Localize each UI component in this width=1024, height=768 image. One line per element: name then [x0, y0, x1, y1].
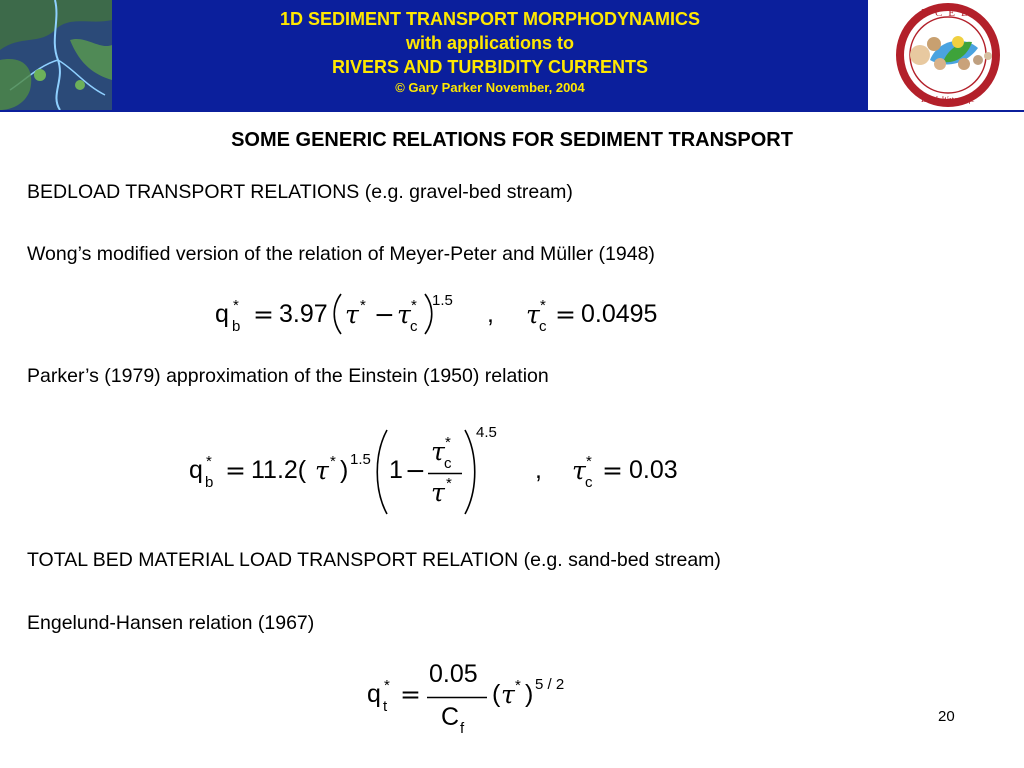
parker-outer-exponent: 1.5: [350, 451, 371, 468]
engelund-label: Engelund-Hansen relation (1967): [27, 612, 315, 634]
slide-heading: SOME GENERIC RELATIONS FOR SEDIMENT TRANSPORT: [231, 129, 793, 151]
parker-crit-tau: τ: [572, 456, 586, 485]
wong-tau-c-sub: c: [410, 318, 418, 335]
wong-crit-tau: τ: [526, 300, 540, 329]
wong-minus: −: [374, 300, 395, 329]
course-title-line1: 1D SEDIMENT TRANSPORT MORPHODYNAMICS: [279, 9, 701, 29]
engelund-q: q: [367, 680, 381, 708]
parker-crit-equals: =: [602, 456, 623, 485]
parker-num-tau: τ: [431, 437, 445, 466]
parker-tau-star: *: [330, 453, 336, 470]
wong-crit-equals: =: [555, 300, 576, 329]
wong-crit-value: 0.0495: [581, 300, 658, 328]
wong-left-paren: [330, 292, 344, 336]
parker-close-paren: ): [340, 456, 349, 484]
parker-num-star: *: [445, 434, 451, 451]
engelund-close-paren: ): [525, 680, 534, 708]
wong-tau-star: *: [360, 297, 366, 314]
river-delta-satellite-image: [0, 0, 112, 110]
wong-exponent: 1.5: [432, 292, 453, 309]
svg-text:NCED: NCED: [921, 7, 975, 19]
parker-label: Parker’s (1979) approximation of the Einstein (1950) relation: [27, 365, 549, 387]
header-banner: [0, 0, 1024, 112]
parker-q-sub: b: [205, 474, 214, 491]
wong-tau-c: τ: [397, 300, 411, 329]
wong-tau-c-star: *: [411, 297, 417, 314]
engelund-exponent: 5 / 2: [535, 676, 565, 693]
engelund-tau-star: *: [515, 677, 521, 694]
parker-crit-value: 0.03: [629, 456, 678, 484]
wong-q: q: [215, 300, 229, 328]
engelund-open-paren: (: [492, 680, 501, 708]
engelund-q-sub: t: [383, 698, 388, 715]
parker-tau: τ: [315, 456, 329, 485]
wong-tau: τ: [345, 300, 359, 329]
wong-q-sub: b: [232, 318, 241, 335]
course-title-line2: with applications to: [405, 33, 574, 53]
engelund-fraction-bar: [427, 696, 487, 700]
engelund-equals: =: [400, 680, 421, 709]
parker-den-star: *: [446, 475, 452, 492]
engelund-q-star: *: [384, 677, 390, 694]
header-divider: [0, 110, 1024, 112]
parker-right-paren: [462, 428, 480, 516]
wong-equals: =: [253, 300, 274, 329]
wong-label: Wong’s modified version of the relation of Meyer-Peter and Müller (1948): [27, 243, 655, 265]
parker-coefficient: 11.2(: [251, 456, 307, 484]
parker-exponent: 4.5: [476, 424, 497, 441]
wong-comma: ,: [487, 300, 494, 328]
parker-num-sub: c: [444, 455, 452, 472]
nced-logo: [868, 0, 1024, 110]
parker-comma: ,: [535, 456, 542, 484]
parker-one: 1: [389, 456, 403, 484]
parker-crit-sub: c: [585, 474, 593, 491]
course-title-block: [112, 0, 868, 110]
engelund-numerator: 0.05: [429, 660, 478, 688]
bedload-heading: BEDLOAD TRANSPORT RELATIONS (e.g. gravel-bed stream): [27, 181, 573, 203]
page-number: 20: [938, 708, 955, 725]
course-title-line3: RIVERS AND TURBIDITY CURRENTS: [331, 57, 649, 77]
parker-q: q: [189, 456, 203, 484]
total-load-heading: TOTAL BED MATERIAL LOAD TRANSPORT RELATION (e.g. sand-bed stream): [27, 549, 721, 571]
parker-minus: −: [405, 456, 426, 485]
engelund-tau: τ: [501, 680, 515, 709]
parker-crit-star: *: [586, 453, 592, 470]
wong-q-star: *: [233, 297, 239, 314]
parker-fraction-bar: [428, 472, 462, 476]
wong-crit-star: *: [540, 297, 546, 314]
parker-equals: =: [225, 456, 246, 485]
parker-q-star: *: [206, 453, 212, 470]
engelund-denominator: C: [441, 703, 460, 731]
svg-text:Earth·Water·Life: Earth·Water·Life: [921, 95, 975, 104]
parker-den-tau: τ: [431, 478, 445, 507]
wong-coefficient: 3.97: [279, 300, 328, 328]
copyright-notice: © Gary Parker November, 2004: [395, 80, 585, 95]
wong-crit-sub: c: [539, 318, 547, 335]
engelund-den-sub: f: [460, 720, 465, 737]
parker-left-paren: [372, 428, 390, 516]
